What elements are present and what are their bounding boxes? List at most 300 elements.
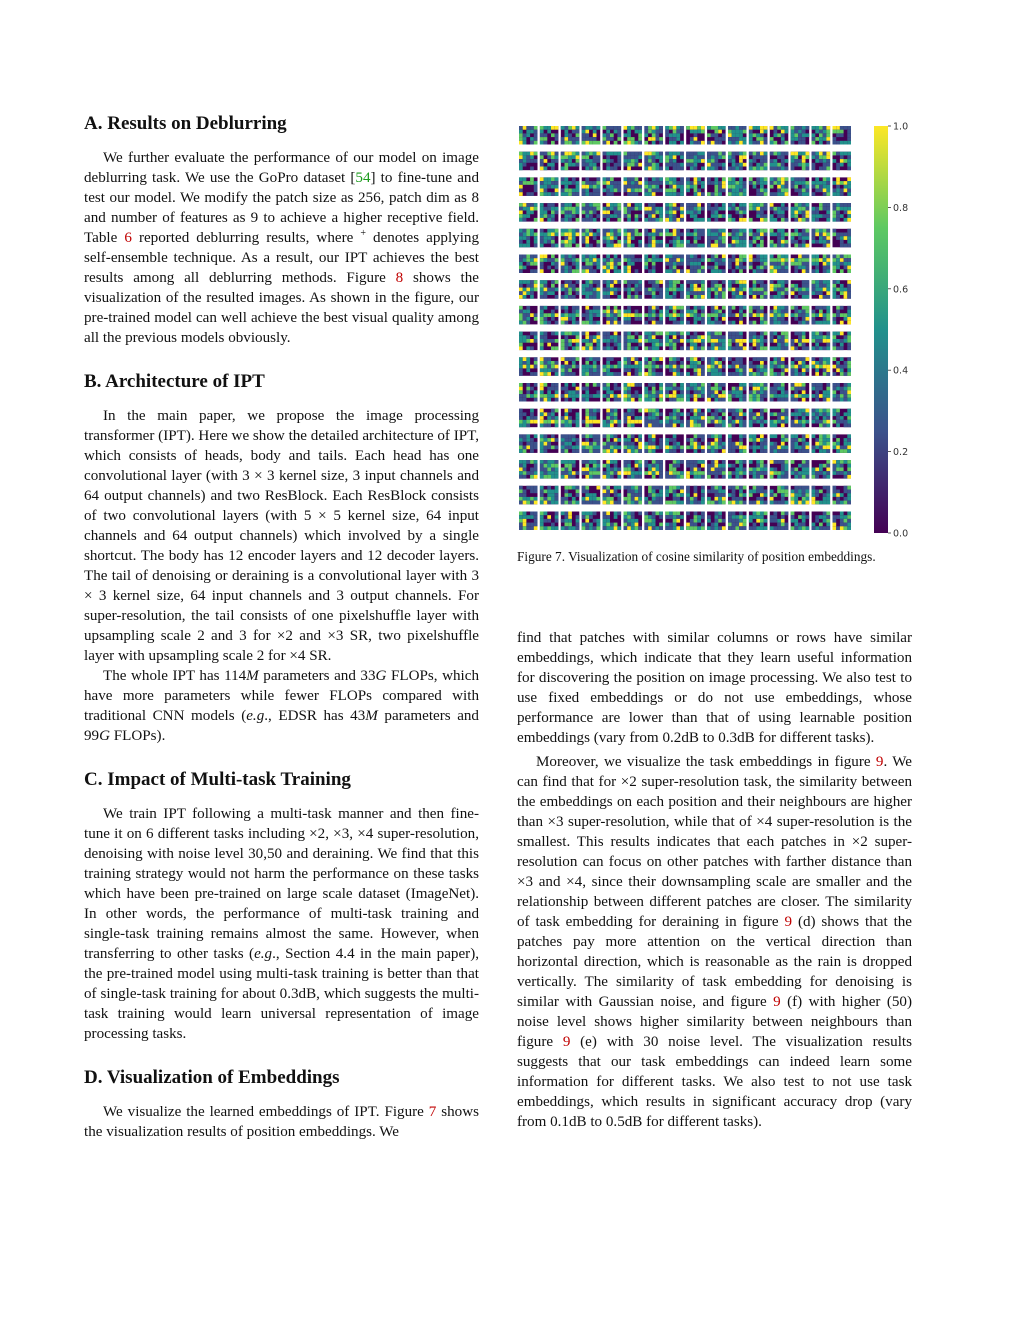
heatmap-cell xyxy=(791,211,795,215)
heatmap-cell xyxy=(648,471,652,475)
heatmap-cell xyxy=(728,438,732,442)
heatmap-cell xyxy=(544,361,548,365)
heatmap-cell xyxy=(551,383,555,387)
heatmap-cell xyxy=(568,372,572,376)
heatmap-cell xyxy=(593,291,597,295)
heatmap-cell xyxy=(659,464,663,468)
heatmap-cell xyxy=(785,207,789,211)
heatmap-cell xyxy=(669,416,673,420)
heatmap-cell xyxy=(735,189,739,193)
heatmap-cell xyxy=(781,409,785,413)
heatmap-cell xyxy=(764,126,768,130)
heatmap-cell xyxy=(561,501,565,505)
heatmap-cell xyxy=(815,387,819,391)
heatmap-cell xyxy=(823,203,827,207)
heatmap-cell xyxy=(770,258,774,262)
heatmap-cell xyxy=(589,442,593,446)
heatmap-cell xyxy=(847,163,851,167)
heatmap-cell xyxy=(735,468,739,472)
heatmap-cell xyxy=(540,398,544,402)
heatmap-cell xyxy=(585,295,589,299)
heatmap-cell xyxy=(603,475,607,479)
heatmap-cell xyxy=(756,501,760,505)
heatmap-cell xyxy=(568,446,572,450)
heatmap-cell xyxy=(732,346,736,350)
heatmap-cell xyxy=(686,475,690,479)
heatmap-cell xyxy=(606,167,610,171)
heatmap-cell xyxy=(572,497,576,501)
heatmap-cell xyxy=(815,383,819,387)
heatmap-cell xyxy=(753,295,757,299)
heatmap-cell xyxy=(669,383,673,387)
figure-ref-link[interactable]: 8 xyxy=(395,270,404,286)
heatmap-cell xyxy=(697,262,701,266)
heatmap-cell xyxy=(764,394,768,398)
heatmap-cell xyxy=(806,313,810,317)
heatmap-cell xyxy=(614,501,618,505)
heatmap-cell xyxy=(728,280,732,284)
heatmap-cell xyxy=(530,460,534,464)
heatmap-cell xyxy=(743,346,747,350)
heatmap-cell xyxy=(523,181,527,185)
heatmap-cell xyxy=(774,471,778,475)
heatmap-cell xyxy=(715,258,719,262)
heatmap-cell xyxy=(540,218,544,222)
heatmap-cell xyxy=(644,449,648,453)
heatmap-cell xyxy=(749,471,753,475)
heatmap-cell xyxy=(519,321,523,325)
heatmap-cell xyxy=(728,398,732,402)
heatmap-cell xyxy=(530,177,534,181)
heatmap-cell xyxy=(836,460,840,464)
heatmap-cell xyxy=(572,189,576,193)
heatmap-cell xyxy=(627,240,631,244)
heatmap-cell xyxy=(756,468,760,472)
heatmap-cell xyxy=(735,412,739,416)
heatmap-cell xyxy=(819,383,823,387)
figure-ref-link[interactable]: 7 xyxy=(428,1104,437,1120)
heatmap-cell xyxy=(798,266,802,270)
heatmap-cell xyxy=(798,233,802,237)
heatmap-cell xyxy=(836,412,840,416)
heatmap-cell xyxy=(718,497,722,501)
heatmap-cell xyxy=(756,460,760,464)
heatmap-cell xyxy=(826,310,830,314)
heatmap-cell xyxy=(530,438,534,442)
heatmap-cell xyxy=(526,233,530,237)
heatmap-cell xyxy=(582,189,586,193)
heatmap-cell xyxy=(722,365,726,369)
heatmap-cell xyxy=(526,152,530,156)
heatmap-cell xyxy=(697,420,701,424)
heatmap-cell xyxy=(585,416,589,420)
heatmap-cell xyxy=(802,284,806,288)
heatmap-cell xyxy=(519,523,523,527)
heatmap-cell xyxy=(665,181,669,185)
heatmap-cell xyxy=(669,240,673,244)
heatmap-cell xyxy=(785,189,789,193)
heatmap-cell xyxy=(568,486,572,490)
heatmap-cell xyxy=(576,218,580,222)
heatmap-cell xyxy=(819,321,823,325)
heatmap-cell xyxy=(589,218,593,222)
heatmap-cell xyxy=(697,288,701,292)
heatmap-cell xyxy=(519,486,523,490)
heatmap-cell xyxy=(576,152,580,156)
heatmap-cell xyxy=(547,501,551,505)
heatmap-cell xyxy=(812,214,816,218)
heatmap-cell xyxy=(718,398,722,402)
heatmap-cell xyxy=(739,361,743,365)
heatmap-cell xyxy=(555,475,559,479)
heatmap-cell xyxy=(627,203,631,207)
heatmap-cell xyxy=(547,258,551,262)
heatmap-cell xyxy=(764,159,768,163)
heatmap-cell xyxy=(732,229,736,233)
heatmap-cell xyxy=(836,398,840,402)
heatmap-cell xyxy=(665,126,669,130)
heatmap-cell xyxy=(826,394,830,398)
heatmap-cell xyxy=(802,313,806,317)
heatmap-cell xyxy=(572,357,576,361)
heatmap-cell xyxy=(519,130,523,134)
heatmap-cell xyxy=(652,424,656,428)
heatmap-cell xyxy=(739,357,743,361)
heatmap-cell xyxy=(728,343,732,347)
heatmap-cell xyxy=(764,229,768,233)
heatmap-cell xyxy=(819,313,823,317)
heatmap-cell xyxy=(597,306,601,310)
heatmap-cell xyxy=(568,229,572,233)
heatmap-cell xyxy=(815,438,819,442)
heatmap-cell xyxy=(815,390,819,394)
heatmap-cell xyxy=(756,233,760,237)
heatmap-cell xyxy=(673,346,677,350)
heatmap-cell xyxy=(565,409,569,413)
heatmap-cell xyxy=(777,486,781,490)
heatmap-cell xyxy=(544,133,548,137)
heatmap-cell xyxy=(534,126,538,130)
heatmap-cell xyxy=(659,218,663,222)
section-b-paragraph-1: In the main paper, we propose the image processing transformer (IPT). Here we show the detailed architecture of IPT, which consists of heads, body and tails. Each head has one convolutional layer (with 3 × 3 kernel size, 3 input channels and 64 output channels) and two ResBlock. Each ResBlock consists of two convolutional layers (with 5 × 5 kernel size, 64 input channels and 64 output channels) which involved by a single shortcut. The body has 12 encoder layers and 12 decoder layers. The tail of denoising or deraining is a convolutional layer with 3 × 3 kernel size, 64 input channels and 3 output channels. For super-resolution, the tail consists of one pixelshuffle layer with upsampling scale 2 and 3 for ×2 and ×3 SR, two pixelshuffle layer with upsampling scale 2 for ×4 SR. xyxy=(84,408,479,664)
heatmap-cell xyxy=(694,434,698,438)
heatmap-cell xyxy=(823,409,827,413)
heatmap-cell xyxy=(798,449,802,453)
heatmap-cell xyxy=(669,159,673,163)
heatmap-cell xyxy=(673,185,677,189)
heatmap-cell xyxy=(798,255,802,259)
heatmap-cell xyxy=(739,133,743,137)
heatmap-cell xyxy=(697,317,701,321)
heatmap-cell xyxy=(707,383,711,387)
heatmap-cell xyxy=(544,137,548,141)
heatmap-cell xyxy=(551,229,555,233)
heatmap-cell xyxy=(826,262,830,266)
heatmap-cell xyxy=(690,130,694,134)
heatmap-cell xyxy=(610,189,614,193)
heatmap-cell xyxy=(844,390,848,394)
heatmap-cell xyxy=(844,126,848,130)
heatmap-cell xyxy=(743,339,747,343)
citation-link[interactable]: 54 xyxy=(355,170,371,186)
heatmap-cell xyxy=(565,280,569,284)
heatmap-cell xyxy=(547,368,551,372)
heatmap-cell xyxy=(519,390,523,394)
heatmap-cell xyxy=(617,207,621,211)
heatmap-cell xyxy=(826,291,830,295)
heatmap-cell xyxy=(802,130,806,134)
heatmap-cell xyxy=(781,167,785,171)
heatmap-cell xyxy=(648,398,652,402)
table-ref-link[interactable]: 6 xyxy=(124,230,132,246)
heatmap-cell xyxy=(551,365,555,369)
heatmap-cell xyxy=(627,137,631,141)
heatmap-cell xyxy=(648,434,652,438)
heatmap-cell xyxy=(585,236,589,240)
heatmap-cell xyxy=(523,526,527,530)
heatmap-cell xyxy=(589,446,593,450)
heatmap-cell xyxy=(815,218,819,222)
heatmap-cell xyxy=(589,412,593,416)
heatmap-cell xyxy=(756,255,760,259)
heatmap-cell xyxy=(530,192,534,196)
heatmap-cell xyxy=(722,490,726,494)
heatmap-cell xyxy=(576,130,580,134)
heatmap-cell xyxy=(544,446,548,450)
heatmap-cell xyxy=(589,141,593,145)
heatmap-cell xyxy=(791,284,795,288)
heatmap-cell xyxy=(627,262,631,266)
heatmap-cell xyxy=(534,523,538,527)
heatmap-cell xyxy=(823,365,827,369)
heatmap-cell xyxy=(656,181,660,185)
heatmap-cell xyxy=(840,207,844,211)
heatmap-cell xyxy=(627,343,631,347)
heatmap-cell xyxy=(565,317,569,321)
heatmap-cell xyxy=(791,346,795,350)
heatmap-cell xyxy=(785,141,789,145)
heatmap-cell xyxy=(610,416,614,420)
heatmap-cell xyxy=(523,258,527,262)
heatmap-cell xyxy=(732,291,736,295)
heatmap-cell xyxy=(534,218,538,222)
heatmap-cell xyxy=(749,240,753,244)
heatmap-cell xyxy=(665,416,669,420)
heatmap-cell xyxy=(785,368,789,372)
heatmap-cell xyxy=(774,434,778,438)
heatmap-cell xyxy=(585,383,589,387)
heatmap-cell xyxy=(665,471,669,475)
heatmap-cell xyxy=(819,464,823,468)
heatmap-cell xyxy=(728,266,732,270)
heatmap-cell xyxy=(777,387,781,391)
heatmap-cell xyxy=(833,295,837,299)
heatmap-cell xyxy=(823,424,827,428)
heatmap-cell xyxy=(826,486,830,490)
heatmap-cell xyxy=(819,442,823,446)
heatmap-cell xyxy=(617,269,621,273)
heatmap-cell xyxy=(686,321,690,325)
heatmap-cell xyxy=(764,284,768,288)
heatmap-cell xyxy=(826,368,830,372)
heatmap-cell xyxy=(644,361,648,365)
heatmap-cell xyxy=(715,449,719,453)
heatmap-cell xyxy=(764,233,768,237)
heatmap-cell xyxy=(593,442,597,446)
heatmap-cell xyxy=(791,449,795,453)
heatmap-cell xyxy=(593,189,597,193)
heatmap-cell xyxy=(547,471,551,475)
heatmap-cell xyxy=(551,523,555,527)
heatmap-cell xyxy=(812,383,816,387)
heatmap-cell xyxy=(565,343,569,347)
heatmap-cell xyxy=(589,291,593,295)
heatmap-cell xyxy=(603,269,607,273)
heatmap-cell xyxy=(680,167,684,171)
heatmap-cell xyxy=(760,269,764,273)
heatmap-cell xyxy=(686,387,690,391)
heatmap-cell xyxy=(753,486,757,490)
heatmap-cell xyxy=(753,468,757,472)
heatmap-cell xyxy=(680,394,684,398)
heatmap-cell xyxy=(732,471,736,475)
heatmap-cell xyxy=(568,526,572,530)
heatmap-cell xyxy=(606,203,610,207)
heatmap-cell xyxy=(540,409,544,413)
heatmap-cell xyxy=(561,438,565,442)
heatmap-cell xyxy=(551,244,555,248)
heatmap-cell xyxy=(597,244,601,248)
heatmap-cell xyxy=(519,335,523,339)
heatmap-cell xyxy=(715,130,719,134)
heatmap-cell xyxy=(791,207,795,211)
heatmap-cell xyxy=(576,163,580,167)
heatmap-cell xyxy=(534,464,538,468)
heatmap-cell xyxy=(631,497,635,501)
heatmap-cell xyxy=(847,244,851,248)
heatmap-cell xyxy=(585,244,589,248)
section-b-paragraph-2: The whole IPT has 114M parameters and 33G FLOPs, which have more parameters while fewer FLOPs compared with traditional CNN models (e.g., EDSR has 43M parameters and 99G FLOPs). xyxy=(84,668,480,744)
heatmap-cell xyxy=(589,185,593,189)
heatmap-cell xyxy=(826,244,830,248)
heatmap-cell xyxy=(638,416,642,420)
heatmap-cell xyxy=(669,163,673,167)
heatmap-cell xyxy=(665,332,669,336)
heatmap-cell xyxy=(701,475,705,479)
heatmap-cell xyxy=(627,313,631,317)
heatmap-cell xyxy=(593,133,597,137)
heatmap-cell xyxy=(697,475,701,479)
heatmap-cell xyxy=(551,211,555,215)
heatmap-cell xyxy=(718,409,722,413)
heatmap-cell xyxy=(555,526,559,530)
heatmap-cell xyxy=(840,420,844,424)
heatmap-cell xyxy=(777,214,781,218)
heatmap-cell xyxy=(572,361,576,365)
heatmap-cell xyxy=(597,167,601,171)
heatmap-cell xyxy=(576,343,580,347)
heatmap-cell xyxy=(551,236,555,240)
heatmap-cell xyxy=(593,167,597,171)
heatmap-cell xyxy=(606,464,610,468)
section-d xyxy=(84,1066,479,1142)
heatmap-cell xyxy=(648,468,652,472)
heatmap-cell xyxy=(617,189,621,193)
heatmap-cell xyxy=(565,258,569,262)
heatmap-cell xyxy=(585,233,589,237)
heatmap-cell xyxy=(534,159,538,163)
heatmap-cell xyxy=(614,464,618,468)
heatmap-cell xyxy=(597,365,601,369)
heatmap-cell xyxy=(694,181,698,185)
heatmap-cell xyxy=(735,185,739,189)
heatmap-cell xyxy=(694,321,698,325)
heatmap-cell xyxy=(802,255,806,259)
heatmap-cell xyxy=(774,346,778,350)
heatmap-cell xyxy=(718,236,722,240)
heatmap-cell xyxy=(585,434,589,438)
heatmap-cell xyxy=(739,339,743,343)
heatmap-cell xyxy=(576,203,580,207)
heatmap-cell xyxy=(739,240,743,244)
heatmap-cell xyxy=(836,177,840,181)
heatmap-cell xyxy=(764,468,768,472)
heatmap-cell xyxy=(585,155,589,159)
heatmap-cell xyxy=(589,343,593,347)
heatmap-cell xyxy=(840,163,844,167)
heatmap-cell xyxy=(819,240,823,244)
heatmap-cell xyxy=(711,255,715,259)
heatmap-cell xyxy=(686,339,690,343)
heatmap-cell xyxy=(690,181,694,185)
heatmap-cell xyxy=(530,141,534,145)
heatmap-cell xyxy=(794,468,798,472)
heatmap-cell xyxy=(794,446,798,450)
heatmap-cell xyxy=(774,394,778,398)
heatmap-cell xyxy=(715,475,719,479)
heatmap-cell xyxy=(774,468,778,472)
heatmap-cell xyxy=(756,471,760,475)
heatmap-cell xyxy=(722,189,726,193)
heatmap-cell xyxy=(833,434,837,438)
heatmap-cell xyxy=(739,464,743,468)
heatmap-cell xyxy=(624,155,628,159)
heatmap-cell xyxy=(781,240,785,244)
heatmap-cell xyxy=(551,192,555,196)
heatmap-cell xyxy=(785,409,789,413)
heatmap-cell xyxy=(638,280,642,284)
heatmap-cell xyxy=(589,207,593,211)
heatmap-cell xyxy=(614,409,618,413)
heatmap-cell xyxy=(669,133,673,137)
heatmap-cell xyxy=(760,343,764,347)
heatmap-cell xyxy=(606,446,610,450)
heatmap-cell xyxy=(555,155,559,159)
heatmap-cell xyxy=(673,291,677,295)
heatmap-cell xyxy=(585,207,589,211)
heatmap-cell xyxy=(597,368,601,372)
heatmap-cell xyxy=(722,295,726,299)
heatmap-cell xyxy=(833,486,837,490)
heatmap-cell xyxy=(652,383,656,387)
heatmap-cell xyxy=(540,229,544,233)
heatmap-cell xyxy=(823,126,827,130)
heatmap-cell xyxy=(656,372,660,376)
heatmap-cell xyxy=(565,449,569,453)
heatmap-cell xyxy=(785,416,789,420)
heatmap-cell xyxy=(652,490,656,494)
heatmap-cell xyxy=(749,390,753,394)
